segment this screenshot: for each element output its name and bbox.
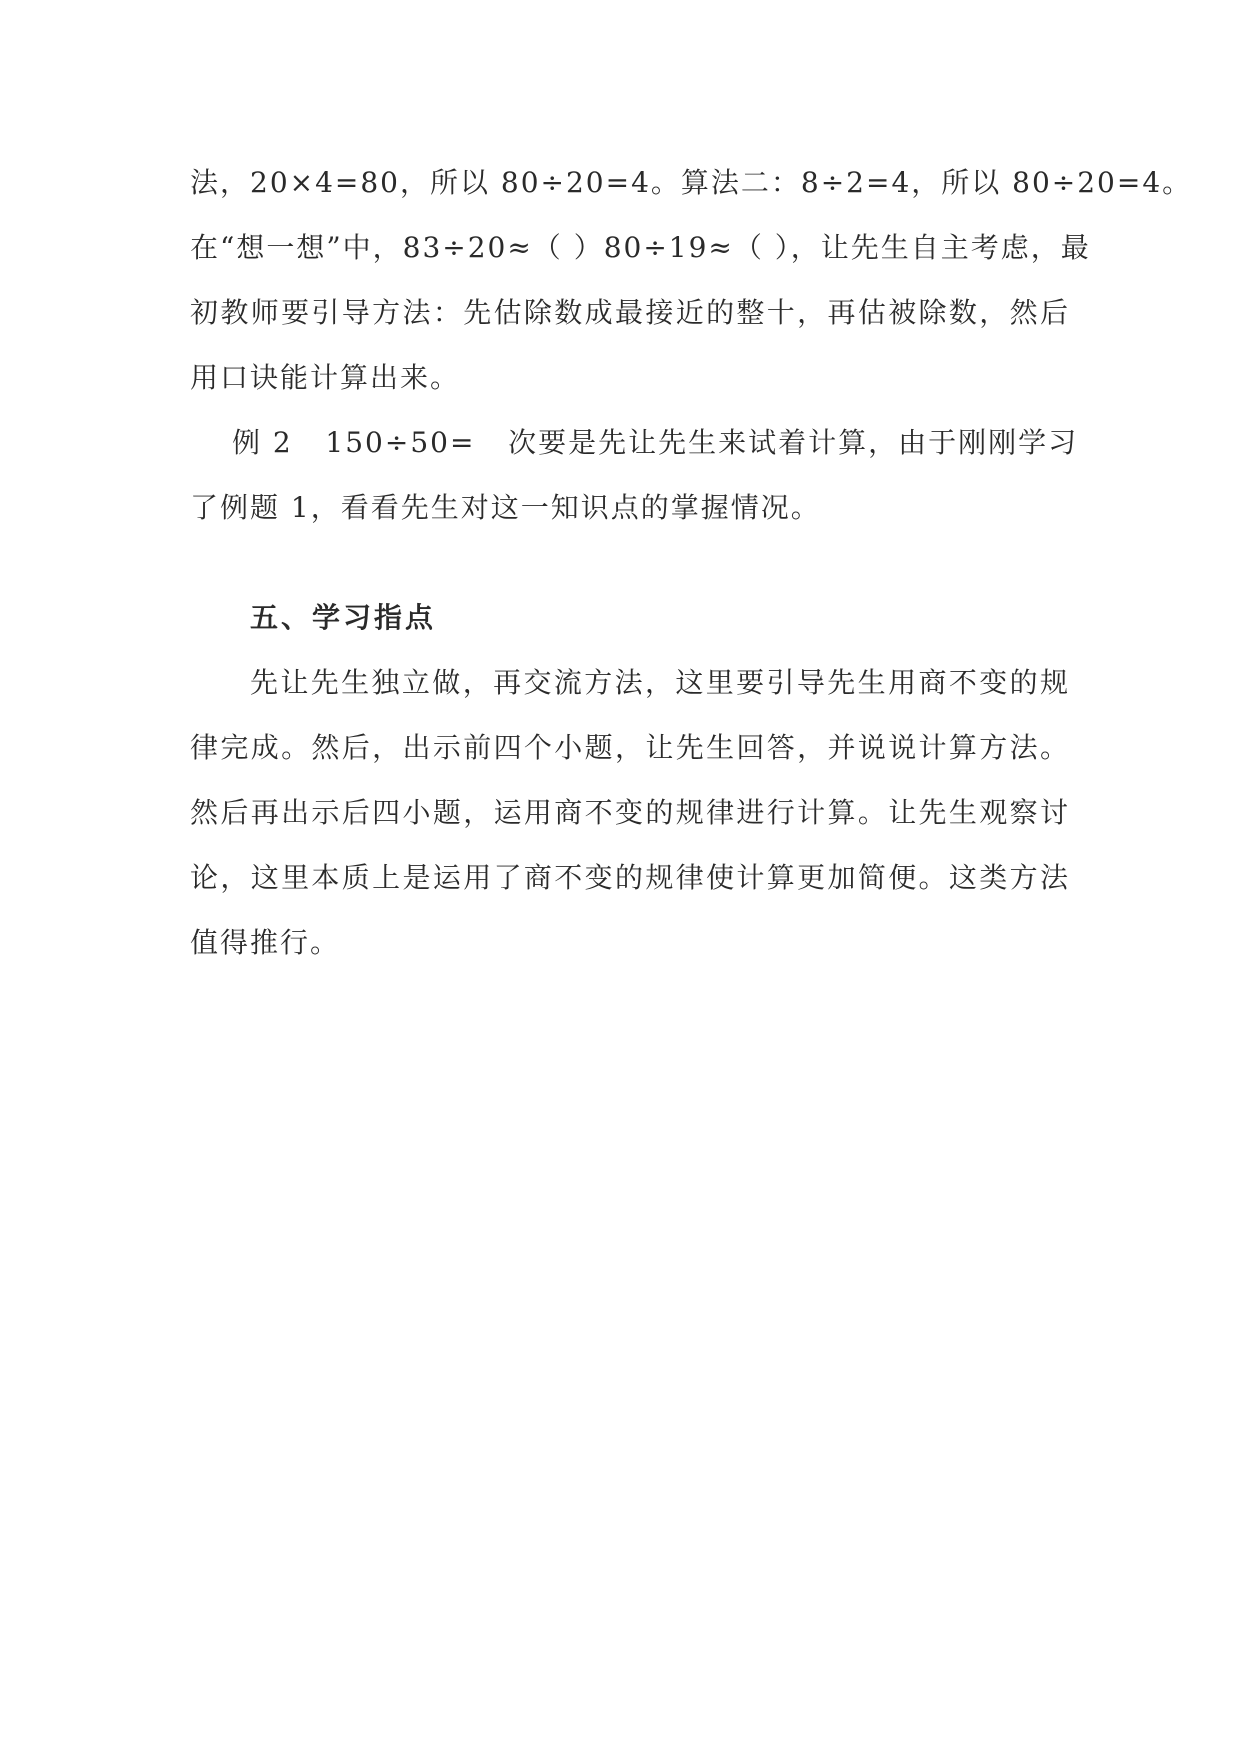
paragraph-line: 论，这里本质上是运用了商不变的规律使计算更加简便。这类方法 — [190, 861, 1070, 894]
paragraph-line: 先让先生独立做，再交流方法，这里要引导先生用商不变的规 — [250, 666, 1070, 699]
paragraph-line: 在“想一想”中，83÷20≈（ ）80÷19≈（ ），让先生自主考虑，最 — [190, 231, 1091, 264]
paragraph-line: 值得推行。 — [190, 926, 341, 959]
section-heading: 五、学习指点 — [250, 601, 437, 634]
example-2-line: 例 2 150÷50= 次要是先让先生来试着计算，由于刚刚学习 — [232, 426, 1079, 459]
paragraph-line: 法，20×4=80，所以 80÷20=4。算法二：8÷2=4，所以 80÷20=4。 — [190, 166, 1193, 199]
paragraph-line: 了例题 1，看看先生对这一知识点的掌握情况。 — [190, 491, 821, 524]
paragraph-line: 然后再出示后四小题，运用商不变的规律进行计算。让先生观察讨 — [190, 796, 1070, 829]
paragraph-line: 律完成。然后，出示前四个小题，让先生回答，并说说计算方法。 — [190, 731, 1070, 764]
paragraph-line: 用口诀能计算出来。 — [190, 361, 461, 394]
paragraph-line: 初教师要引导方法：先估除数成最接近的整十，再估被除数，然后 — [190, 296, 1070, 329]
